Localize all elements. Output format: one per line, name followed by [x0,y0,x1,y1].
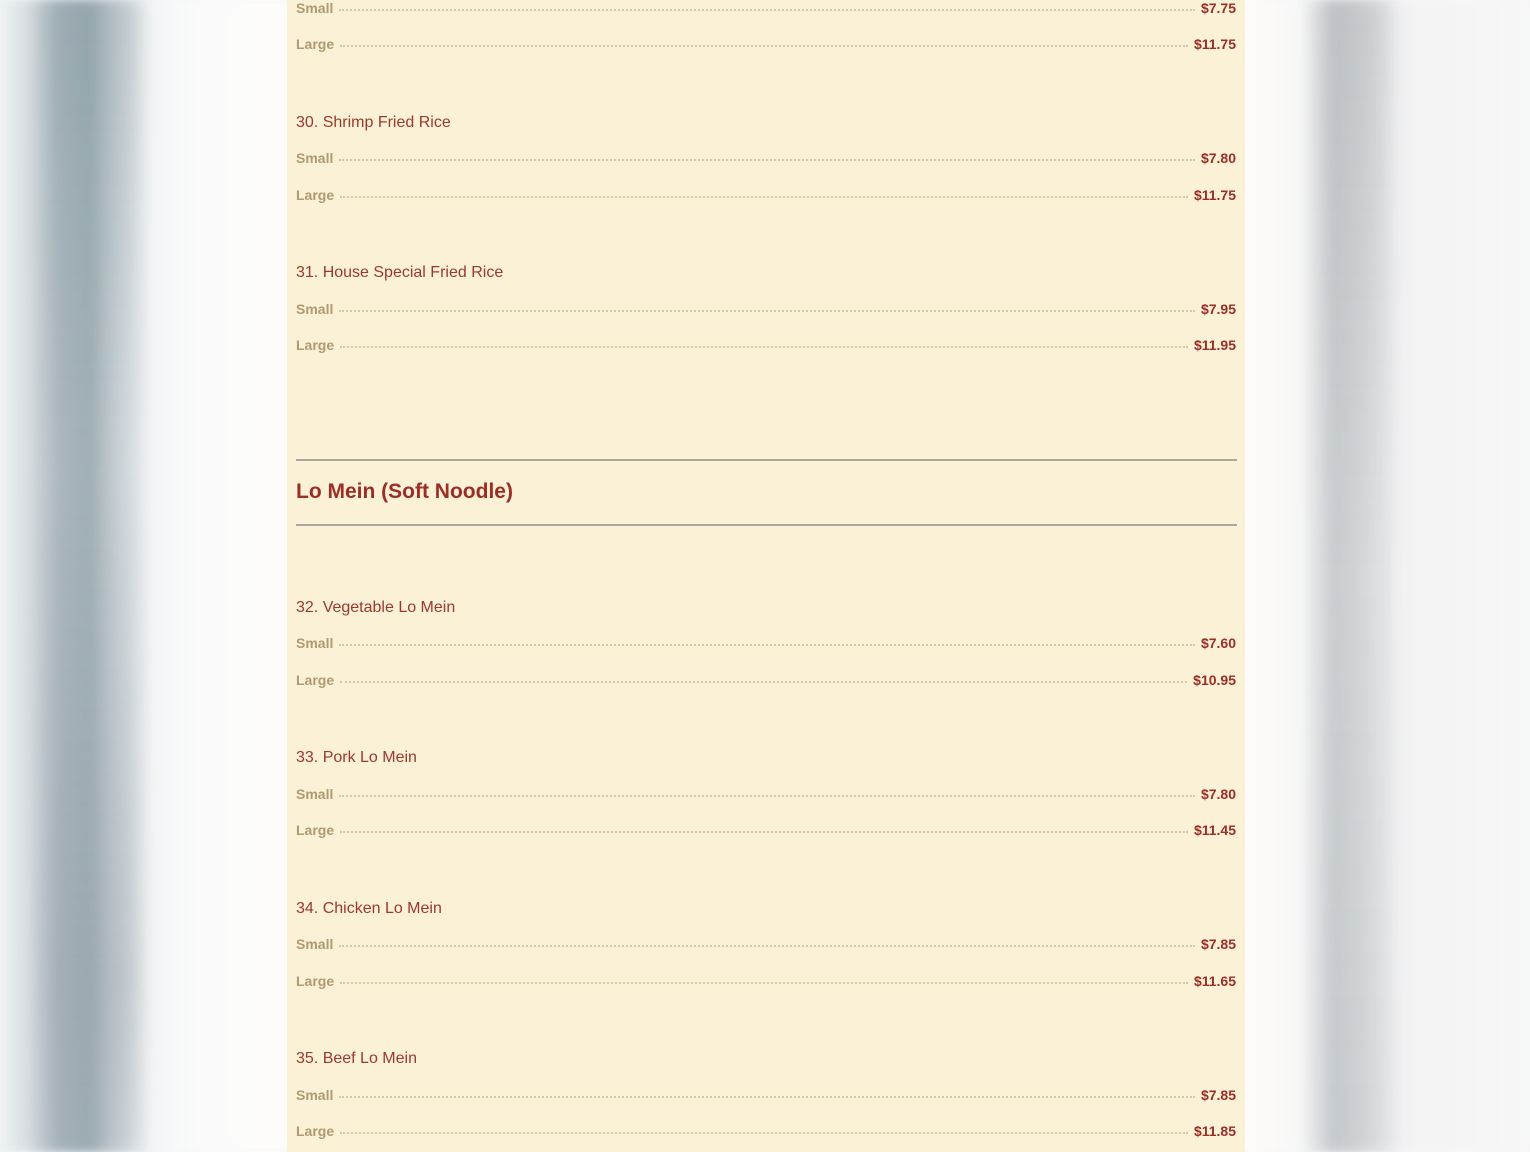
price: $11.85 [1193,1123,1236,1139]
size-label: Large [296,1123,335,1139]
size-label: Large [296,36,335,52]
price-row-small [296,936,1236,956]
dot-leader [340,195,1188,198]
menu-item-title[interactable]: 30. Shrimp Fried Rice [296,114,451,131]
price-row-small [296,150,1236,170]
price: $7.60 [1200,635,1236,651]
menu-item-title[interactable]: 34. Chicken Lo Mein [296,900,442,917]
section-divider-top [296,459,1237,461]
price-row-large [296,672,1236,692]
price-row-large [296,973,1236,993]
price: $7.85 [1200,936,1236,952]
size-label: Small [296,936,334,952]
dot-leader [339,158,1195,161]
dot-leader [340,44,1188,47]
price-row-large [296,1123,1236,1143]
price: $7.80 [1200,786,1236,802]
price: $7.95 [1200,301,1236,317]
size-label: Small [296,786,334,802]
dot-leader [340,680,1187,683]
dot-leader [339,794,1195,797]
size-label: Large [296,672,335,688]
dot-leader [339,944,1195,947]
size-label: Small [296,0,334,16]
price: $11.45 [1193,822,1236,838]
section-title: Lo Mein (Soft Noodle) [296,480,513,503]
price: $7.80 [1200,150,1236,166]
price: $7.75 [1200,0,1236,16]
size-label: Large [296,187,335,203]
size-label: Small [296,1087,334,1103]
size-label: Large [296,337,335,353]
dot-leader [339,8,1195,11]
price: $11.75 [1193,36,1236,52]
dot-leader [340,1131,1188,1134]
menu-item-title[interactable]: 31. House Special Fried Rice [296,264,504,281]
price-row-small [296,301,1236,321]
price: $11.75 [1193,187,1236,203]
price: $7.85 [1200,1087,1236,1103]
price: $11.65 [1193,973,1236,989]
menu-item-title[interactable]: 33. Pork Lo Mein [296,749,417,766]
dot-leader [339,1095,1195,1098]
size-label: Small [296,635,334,651]
price-row-large [296,187,1236,207]
price-row-large [296,337,1236,357]
price: $11.95 [1193,337,1236,353]
background-shadow-left [40,0,140,1152]
dot-leader [340,830,1188,833]
size-label: Large [296,822,335,838]
dot-leader [339,309,1195,312]
price-row-large [296,36,1236,56]
menu-item-title[interactable]: 32. Vegetable Lo Mein [296,599,456,616]
dot-leader [339,643,1195,646]
size-label: Small [296,301,334,317]
price-row-small [296,0,1236,20]
size-label: Large [296,973,335,989]
price-row-large [296,822,1236,842]
size-label: Small [296,150,334,166]
menu-item-title[interactable]: 35. Beef Lo Mein [296,1050,417,1067]
dot-leader [340,981,1188,984]
section-divider-bottom [296,524,1237,526]
price-row-small [296,635,1236,655]
background-shadow-right [1320,0,1390,1152]
price: $10.95 [1193,672,1236,688]
price-row-small [296,786,1236,806]
dot-leader [340,345,1188,348]
price-row-small [296,1087,1236,1107]
menu-panel [287,0,1245,1152]
